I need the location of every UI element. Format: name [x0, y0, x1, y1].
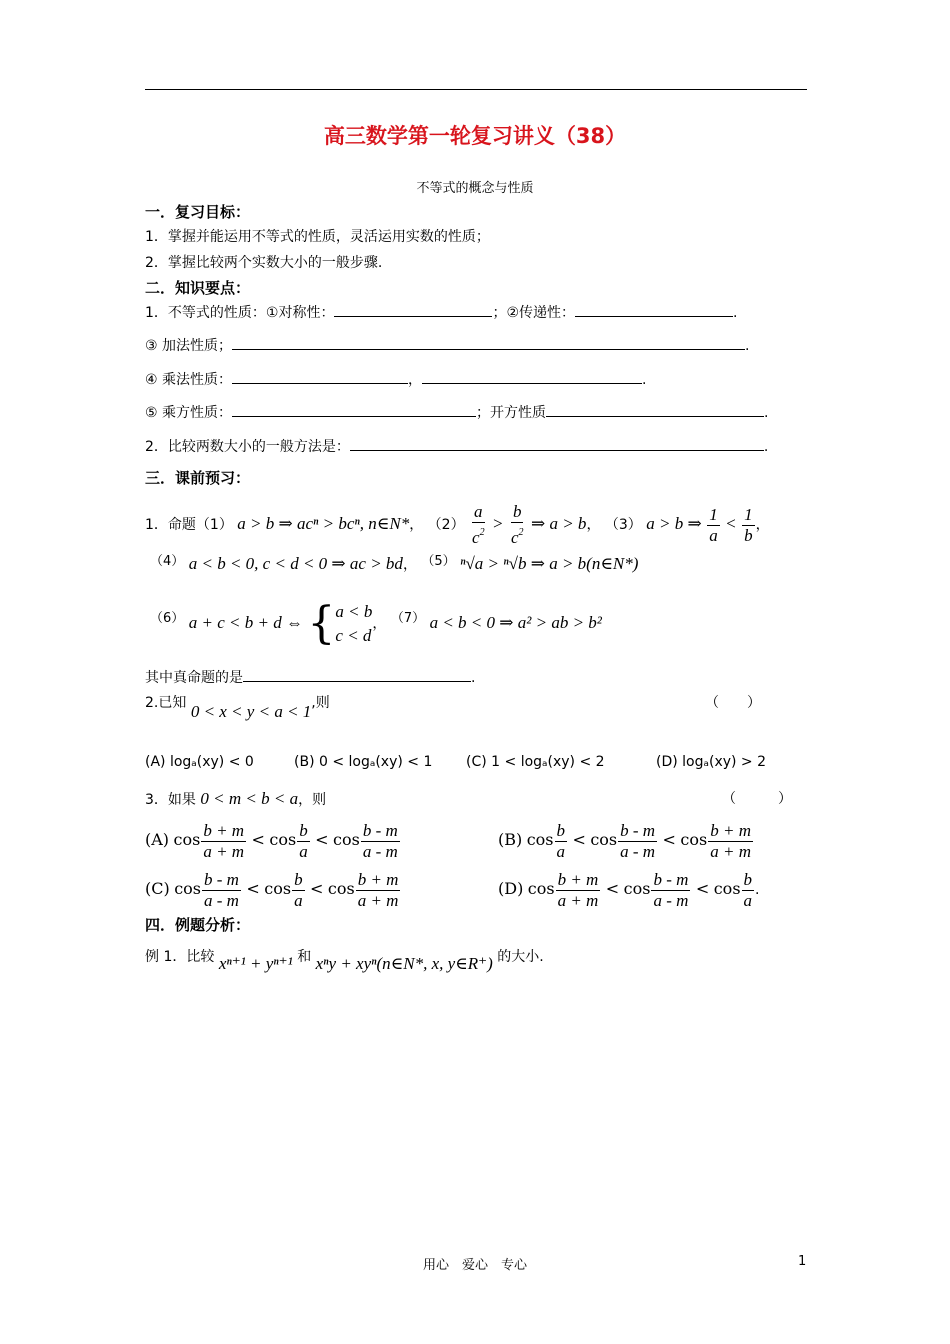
q3-then: ，则 [298, 792, 327, 808]
q3-line [145, 790, 326, 809]
ex1-suffix: 的大小. [497, 949, 544, 965]
frac-a-c2: $\frac{a}{c^2}$ [472, 502, 485, 547]
prop-4-label: （4） [150, 554, 185, 569]
s2-line-2 [145, 336, 749, 355]
q2-option-d[interactable]: (D) logₐ(xy) > 2 [656, 754, 767, 770]
example-1-line [145, 944, 544, 977]
opt-c-label: (C) [145, 879, 170, 898]
frac-b-c2: $\frac{b}{c^2}$ [510, 502, 524, 547]
multiplication-blank-1[interactable] [232, 370, 408, 384]
cos: cos [623, 879, 651, 898]
s2-line-5 [145, 437, 768, 456]
frac-bpm-apm: $\frac{b + m}{a + m}$ [357, 869, 399, 910]
q1-line-2 [150, 553, 638, 574]
q2-condition: 0 < x < y < a < 1 [190, 702, 312, 721]
q1-line-1: 1．命题（1） a > b ⇒ acⁿ > bcⁿ, n∈N*， （2） $\frac{a}{c^2}$ > $\frac{b}{c^2}$ ⇒ a > b， （3） a > b ⇒ $\frac{1}{a}$ < $\frac{1}{b}$ ， [145, 502, 770, 547]
prop-6-system [335, 600, 372, 648]
cos: cos [713, 879, 741, 898]
q3-option-c[interactable] [145, 867, 401, 912]
cos: cos [174, 879, 201, 898]
prop-1: a > b ⇒ acⁿ > bcⁿ, n∈N* [237, 514, 410, 533]
frac-b-a: $\frac{b}{a}$ [556, 820, 566, 861]
page-title: 高三数学第一轮复习讲义（38） [323, 124, 627, 148]
s2-l2-label: ③ 加法性质； [145, 338, 233, 354]
header-rule [145, 89, 807, 90]
frac-1-a: $\frac{1}{a}$ [709, 504, 718, 545]
frac-bmm-amm: $\frac{b - m}{a - m}$ [204, 869, 239, 910]
q1-prefix: 1．命题（1） [145, 517, 233, 533]
q3-condition: 0 < m < b < a [200, 789, 299, 808]
cos: cos [264, 879, 292, 898]
cos: cos [269, 830, 297, 849]
s1-line-1: 1．掌握并能运用不等式的性质，灵活运用实数的性质； [145, 229, 490, 245]
prop-4: a < b < 0, c < d < 0 ⇒ ac > bd [188, 554, 403, 573]
section-2-heading: 二．知识要点： [145, 279, 251, 297]
cos: cos [173, 830, 201, 849]
footer-text: 用心 爱心 专心 [422, 1258, 527, 1273]
s2-l1-label-b: ；②传递性： [492, 305, 576, 321]
frac-b-a: $\frac{b}{a}$ [294, 869, 303, 910]
q3-option-b[interactable] [498, 818, 754, 863]
frac-b-a: $\frac{b}{a}$ [299, 820, 308, 861]
cos: cos [333, 830, 360, 849]
s1-line-2: 2．掌握比较两个实数大小的一般步骤. [145, 255, 383, 271]
q3-option-d[interactable] [498, 867, 759, 912]
prop-7-label: （7） [390, 611, 426, 626]
s2-line-4 [145, 403, 768, 422]
frac-bmm-amm: $\frac{b - m}{a - m}$ [620, 820, 656, 861]
prop-7: a < b < 0 ⇒ a² > ab > b² [429, 613, 602, 632]
prop-2-label: （2） [427, 517, 465, 533]
cos: cos [527, 879, 555, 898]
section-4-heading: 四．例题分析： [145, 916, 251, 934]
frac-bpm-apm: $\frac{b + m}{a + m}$ [203, 820, 245, 861]
q3-prefix: 3．如果 [145, 792, 196, 808]
frac-bmm-amm: $\frac{b - m}{a - m}$ [362, 820, 398, 861]
q2-prefix: 2.已知 [145, 695, 187, 711]
cos: cos [680, 830, 708, 849]
lt: < [695, 879, 710, 898]
prop-5-label: （5） [421, 554, 456, 569]
comma: ， [755, 517, 770, 533]
comma: ， [586, 517, 601, 533]
q2-answer-paren[interactable]: （ ） [705, 695, 761, 711]
cos: cos [590, 830, 618, 849]
ex1-expr-2: xⁿy + xyⁿ(n∈N*, x, y∈R⁺) [315, 954, 493, 973]
addition-blank[interactable] [232, 336, 745, 350]
prop-6-head: a + c < b + d ⇔ [188, 613, 303, 632]
ex1-expr-1: xⁿ⁺¹ + yⁿ⁺¹ [218, 954, 293, 973]
frac-bpm-apm: $\frac{b + m}{a + m}$ [710, 820, 751, 861]
comma: ， [402, 557, 417, 573]
dot: . [763, 439, 769, 455]
comma: ， [409, 517, 424, 533]
ex1-and: 和 [297, 949, 312, 965]
s2-l4-label-a: ⑤ 乘方性质： [145, 405, 233, 421]
dot: . [471, 670, 476, 686]
opt-a-label: (A) [145, 830, 170, 849]
s2-line-3 [145, 370, 646, 389]
opt-d-label: (D) [498, 879, 524, 898]
subtitle: 不等式的概念与性质 [416, 181, 534, 196]
symmetry-blank[interactable] [334, 303, 492, 317]
prop-6-bottom: c < d [335, 626, 372, 645]
dot: . [755, 882, 760, 898]
section-1-heading: 一．复习目标： [145, 203, 251, 221]
lt: < [246, 879, 260, 898]
s2-l3-label: ④ 乘法性质： [145, 372, 233, 388]
q2-option-b[interactable]: (B) 0 < logₐ(xy) < 1 [294, 754, 433, 770]
frac-b-a: $\frac{b}{a}$ [743, 869, 753, 910]
true-props-line [145, 668, 475, 687]
compare-method-blank[interactable] [350, 437, 764, 451]
frac-bpm-apm: $\frac{b + m}{a + m}$ [557, 869, 599, 910]
q2-option-a[interactable]: (A) logₐ(xy) < 0 [145, 754, 254, 770]
lt: < [605, 879, 620, 898]
section-3-heading: 三．课前预习： [145, 469, 251, 487]
s2-line-1 [145, 303, 737, 322]
frac-bmm-amm: $\frac{b - m}{a - m}$ [653, 869, 689, 910]
s2-l3-comma: ， [408, 372, 423, 388]
lt: < [251, 830, 265, 849]
power-blank[interactable] [232, 403, 476, 417]
frac-1-b: $\frac{1}{b}$ [744, 504, 753, 545]
lt: < [315, 830, 329, 849]
root-blank[interactable] [546, 403, 764, 417]
q2-line [145, 694, 330, 721]
q3-option-a[interactable] [145, 818, 401, 863]
dot: . [745, 338, 750, 354]
q2-then: ,则 [311, 695, 330, 711]
cos: cos [526, 830, 554, 849]
cos: cos [327, 879, 355, 898]
lt: < [310, 879, 324, 898]
dot: . [764, 405, 769, 421]
prop-5: ⁿ√a > ⁿ√b ⇒ a > b(n∈N*) [460, 554, 639, 573]
prop-6-label: （6） [150, 611, 185, 626]
prop-6-top: a < b [335, 602, 373, 621]
dot: . [733, 305, 738, 321]
comma: ， [372, 616, 387, 632]
lt: < [572, 830, 586, 849]
q3-answer-paren[interactable]: （ ） [722, 791, 792, 807]
s2-l4-label-b: ；开方性质 [476, 405, 547, 421]
prop-3-head: a > b ⇒ [646, 514, 702, 533]
page-number: 1 [798, 1254, 807, 1269]
s2-l1-label-a: 1．不等式的性质：①对称性： [145, 305, 335, 321]
true-props-blank[interactable] [243, 668, 471, 682]
ex1-prefix: 例 1．比较 [145, 949, 215, 965]
prop-3-label: （3） [604, 517, 642, 533]
lt: < [662, 830, 676, 849]
prop-2-tail: ⇒ a > b [530, 514, 587, 533]
q1-line-3 [150, 600, 602, 648]
brace-icon: { [307, 598, 336, 649]
dot: . [642, 372, 647, 388]
opt-b-label: (B) [498, 830, 523, 849]
transitivity-blank[interactable] [575, 303, 733, 317]
multiplication-blank-2[interactable] [422, 370, 642, 384]
true-props-label: 其中真命题的是 [145, 670, 243, 686]
q2-option-c[interactable]: (C) 1 < logₐ(xy) < 2 [466, 754, 605, 770]
s2-l5-label: 2．比较两数大小的一般方法是： [145, 439, 350, 455]
